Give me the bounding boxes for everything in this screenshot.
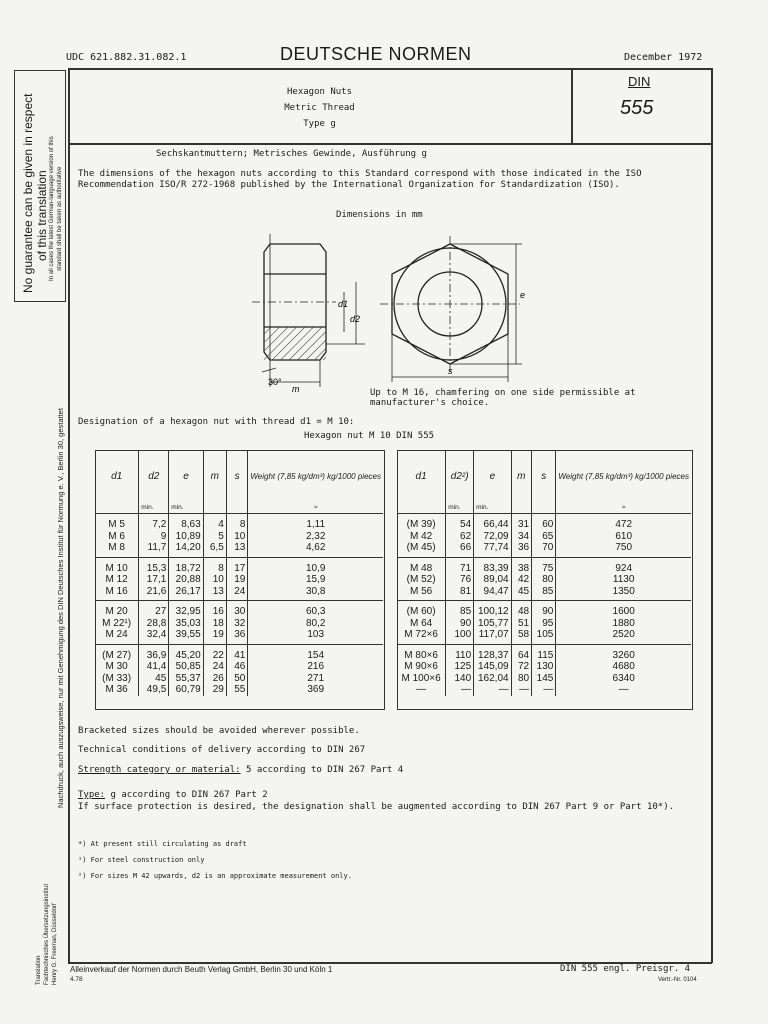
subheader-cell	[203, 501, 226, 514]
table-cell: 30,8	[248, 586, 383, 601]
top-view	[380, 236, 522, 382]
guarantee-small-1: In all cases the latest German-language version of this	[49, 136, 55, 281]
footer-din-price: DIN 555 engl. Preisgr. 4	[560, 964, 691, 974]
table-cell: 2,32	[248, 531, 383, 543]
table-cell: 924	[556, 557, 691, 574]
table-cell: 94,47	[474, 586, 511, 601]
table-row	[397, 557, 691, 574]
table-cell: 50,85	[169, 661, 203, 673]
table-row	[397, 574, 691, 586]
header-cell: d1	[111, 470, 123, 482]
table-cell: —	[532, 684, 556, 696]
table-cell: 72,09	[474, 531, 511, 543]
table-cell: 48	[511, 601, 532, 618]
table-cell: 3260	[556, 644, 691, 661]
table-cell: 32	[226, 618, 248, 630]
header-cell: d2	[139, 451, 169, 501]
strength-value: 5 according to DIN 267 Part 4	[240, 765, 404, 775]
footer-code: 4.78	[70, 976, 83, 983]
table-cell: 32,4	[139, 629, 169, 644]
guarantee-small-2: standard shall be taken as authoritative	[57, 166, 63, 271]
table-row	[397, 618, 691, 630]
din-number: 555	[620, 97, 654, 119]
table-cell: 66,44	[474, 514, 511, 531]
table-cell: 4,62	[248, 542, 383, 557]
table-cell: 85	[446, 601, 474, 618]
table-row	[397, 601, 691, 618]
table-cell: 10	[226, 531, 248, 543]
label-d1: d1	[338, 299, 349, 309]
table-cell: 125	[446, 661, 474, 673]
subheader-cell	[397, 501, 446, 514]
table-cell: M 42	[409, 530, 433, 542]
table-cell: M 8	[95, 542, 139, 557]
table-cell: 24	[203, 661, 226, 673]
table-cell: 130	[532, 661, 556, 673]
table-cell: 49,5	[139, 684, 169, 696]
table-cell: 51	[511, 618, 532, 630]
table-cell: 85	[532, 586, 556, 601]
footnote-2: ²) For sizes M 42 upwards, d2 is an approximate measurement only.	[78, 872, 352, 880]
table-cell: 34	[511, 531, 532, 543]
table-cell: 60,3	[248, 601, 383, 618]
note-surface: If surface protection is desired, the designation shall be augmented according to DIN 267 Part 9 or Part 10*).	[78, 802, 675, 812]
table-cell: 28,8	[139, 618, 169, 630]
table-cell: 20,88	[169, 574, 203, 586]
table-cell: 54	[446, 514, 474, 531]
table-cell: 115	[532, 644, 556, 661]
table-cell: 9	[139, 531, 169, 543]
table-cell: (M 45)	[397, 542, 446, 557]
table-cell: M 12	[105, 574, 128, 586]
table-cell: 6,5	[203, 542, 226, 557]
table-cell: 55	[226, 684, 248, 696]
guarantee-line-1: No guarantee can be given in respect	[21, 93, 35, 293]
hex-nut-drawing	[240, 222, 540, 400]
table-cell: 110	[446, 644, 474, 661]
subheader-cell	[532, 501, 556, 514]
table-cell: 103	[248, 629, 383, 644]
translator-1: Translation	[36, 955, 42, 985]
table-right	[397, 451, 691, 696]
subheader-cell: min.	[446, 501, 474, 514]
subheader-cell	[511, 501, 532, 514]
table-cell: M 56	[397, 586, 446, 601]
table-cell: 62	[446, 531, 474, 543]
table-cell: 8,63	[169, 514, 203, 531]
table-cell: (M 27)	[102, 649, 132, 661]
header-cell: Weight (7,85 kg/dm³) kg/1000 pieces	[248, 451, 383, 501]
table-cell: M 20	[105, 606, 128, 618]
table-cell: 80,2	[248, 618, 383, 630]
table-cell: 72	[511, 661, 532, 673]
table-cell: —	[446, 684, 474, 696]
table-cell: 21,6	[139, 586, 169, 601]
header-cell: s	[226, 451, 248, 501]
udc-number: UDC 621.882.31.082.1	[66, 52, 187, 63]
table-cell: 105	[532, 629, 556, 644]
table-cell: 90	[446, 618, 474, 630]
table-cell: (M 52)	[406, 574, 436, 586]
page-title: DEUTSCHE NORMEN	[280, 44, 472, 64]
table-cell: M 30	[105, 661, 128, 673]
table-cell: 4680	[556, 661, 691, 673]
table-row	[95, 557, 383, 574]
table-cell: 4	[203, 514, 226, 531]
label-m: m	[292, 384, 300, 394]
intro-paragraph: The dimensions of the hexagon nuts according to this Standard correspond with those indicated in the ISO Recommendation ISO/R 272-1968 published by the International Organization for Standardization (ISO).	[78, 169, 642, 190]
table-cell: 22	[203, 644, 226, 661]
header-cell: s	[532, 451, 556, 501]
table-cell: 10	[203, 574, 226, 586]
table-cell: 1600	[556, 601, 691, 618]
table-cell: 472	[556, 514, 691, 531]
table-cell: 10,89	[169, 531, 203, 543]
table-cell: 32,95	[169, 601, 203, 618]
header-cell: e	[169, 451, 203, 501]
type-value: g according to DIN 267 Part 2	[105, 790, 268, 800]
table-cell: 18	[203, 618, 226, 630]
table-cell: 64	[511, 644, 532, 661]
label-d2: d2	[350, 314, 361, 324]
table-cell: 81	[446, 586, 474, 601]
title-block	[68, 84, 571, 132]
table-cell: 15,3	[139, 557, 169, 574]
table-cell: 11,7	[139, 542, 169, 557]
table-cell: 36	[511, 542, 532, 557]
table-row	[397, 542, 691, 557]
table-cell: M 64	[409, 617, 433, 629]
title-line-1: Hexagon Nuts	[286, 87, 353, 97]
table-cell: 13	[226, 542, 248, 557]
table-cell: 95	[532, 618, 556, 630]
title-line-3: Type g	[303, 119, 336, 129]
table-cell: 29	[203, 684, 226, 696]
table-cell: 15,9	[248, 574, 383, 586]
table-cell: 16	[203, 601, 226, 618]
reprint-notice: Nachdruck, auch auszugsweise, nur mit Genehmigung des DIN Deutsches Institut für Normung e. V., Berlin 30, gestattet	[56, 408, 65, 808]
designation-line-1: Designation of a hexagon nut with thread d1 = M 10:	[78, 417, 355, 427]
table-cell: 41	[226, 644, 248, 661]
strength-label: Strength category or material:	[78, 765, 241, 775]
table-cell: 36	[226, 629, 248, 644]
german-subtitle: Sechskantmuttern; Metrisches Gewinde, Ausführung g	[156, 149, 427, 159]
table-cell: 369	[248, 684, 383, 696]
table-cell: M 90×6	[404, 661, 438, 673]
subheader-cell: ≈	[556, 501, 691, 514]
subheader-cell: ≈	[248, 501, 383, 514]
table-cell: 41,4	[139, 661, 169, 673]
side-view	[252, 234, 365, 387]
table-cell: 17,1	[139, 574, 169, 586]
footnote-draft: *) At present still circulating as draft	[78, 840, 247, 848]
table-cell: 45	[511, 586, 532, 601]
table-cell: 8	[226, 514, 248, 531]
table-cell: —	[474, 684, 511, 696]
table-cell: 45,20	[169, 644, 203, 661]
table-cell: M 100×6	[401, 672, 441, 684]
table-cell: 31	[511, 514, 532, 531]
table-row	[397, 514, 691, 531]
table-cell: 75	[532, 557, 556, 574]
note-technical: Technical conditions of delivery according to DIN 267	[78, 745, 366, 755]
table-row	[95, 661, 383, 673]
table-row	[95, 531, 383, 543]
table-cell: 19	[203, 629, 226, 644]
table-row	[95, 574, 383, 586]
label-e: e	[520, 290, 526, 300]
table-cell: 18,72	[169, 557, 203, 574]
translator-3: Henry G. Freeman, Düsseldorf	[52, 903, 58, 985]
table-cell: M 72×6	[397, 629, 446, 644]
table-cell: 27	[139, 601, 169, 618]
table-cell: 83,39	[474, 557, 511, 574]
note-strength	[78, 765, 403, 776]
table-cell: 14,20	[169, 542, 203, 557]
table-row	[397, 644, 691, 661]
table-cell: 45	[139, 673, 169, 685]
table-cell: 70	[532, 542, 556, 557]
note-type	[78, 790, 268, 801]
footnote-1: ¹) For steel construction only	[78, 856, 205, 864]
table-cell: 271	[248, 673, 383, 685]
table-cell: —	[556, 684, 691, 696]
table-cell: 30	[226, 601, 248, 618]
table-row	[397, 684, 691, 696]
table-cell: 128,37	[474, 644, 511, 661]
table-cell: 19	[226, 574, 248, 586]
chamfer-note-1: Up to M 16, chamfering on one side permissible at	[370, 388, 636, 398]
label-s: s	[448, 366, 453, 376]
table-cell: 1880	[556, 618, 691, 630]
table-cell: 5	[203, 531, 226, 543]
table-cell: 154	[248, 644, 383, 661]
table-cell: 50	[226, 673, 248, 685]
subheader-cell	[95, 501, 139, 514]
table-cell: 65	[532, 531, 556, 543]
table-cell: M 48	[409, 562, 433, 574]
table-left	[95, 451, 383, 696]
table-cell: 1,11	[248, 514, 383, 531]
footer-sales: Alleinverkauf der Normen durch Beuth Verlag GmbH, Berlin 30 und Köln 1	[70, 965, 333, 974]
label-angle: 30°	[268, 377, 282, 387]
table-cell: 76	[446, 574, 474, 586]
table-cell: (M 33)	[102, 672, 132, 684]
table-cell: 38	[511, 557, 532, 574]
type-label: Type:	[78, 790, 106, 800]
table-cell: 55,37	[169, 673, 203, 685]
table-row	[95, 586, 383, 601]
table-cell: M 80×6	[404, 649, 438, 661]
subheader-cell: min.	[474, 501, 511, 514]
table-row	[397, 673, 691, 685]
table-cell: M 16	[95, 586, 139, 601]
table-row	[397, 629, 691, 644]
table-cell: 66	[446, 542, 474, 557]
table-row	[397, 531, 691, 543]
table-cell: 80	[532, 574, 556, 586]
table-row	[95, 684, 383, 696]
issue-date: December 1972	[624, 52, 703, 63]
table-cell: 100,12	[474, 601, 511, 618]
table-cell: 140	[446, 673, 474, 685]
table-cell: 26,17	[169, 586, 203, 601]
table-cell: (M 60)	[406, 606, 436, 618]
table-cell: M 22¹)	[102, 617, 132, 629]
table-cell: 610	[556, 531, 691, 543]
table-cell: 216	[248, 661, 383, 673]
table-cell: 90	[532, 601, 556, 618]
table-cell: 162,04	[474, 673, 511, 685]
table-cell: 13	[203, 586, 226, 601]
translator-2: Fachtechnisches Übersetzungsinstitut	[44, 883, 50, 985]
table-cell: M 36	[105, 684, 128, 696]
table-cell: 10,9	[248, 557, 383, 574]
table-cell: —	[511, 684, 532, 696]
header-cell: m	[203, 451, 226, 501]
table-row	[397, 586, 691, 601]
table-cell: 1350	[556, 586, 691, 601]
table-cell: 1130	[556, 574, 691, 586]
table-cell: 71	[446, 557, 474, 574]
designation-example: Hexagon nut M 10 DIN 555	[304, 431, 435, 441]
table-cell: 36,9	[139, 644, 169, 661]
table-cell: 145,09	[474, 661, 511, 673]
table-cell: —	[416, 684, 427, 696]
table-cell: 2520	[556, 629, 691, 644]
subheader-cell: min.	[139, 501, 169, 514]
header-cell: d1	[415, 470, 427, 482]
table-cell: M 24	[95, 629, 139, 644]
table-row	[95, 618, 383, 630]
table-cell: 145	[532, 673, 556, 685]
table-cell: 7,2	[139, 514, 169, 531]
table-cell: 60	[532, 514, 556, 531]
table-cell: 100	[446, 629, 474, 644]
title-line-2: Metric Thread	[284, 103, 355, 113]
table-cell: 17	[226, 557, 248, 574]
chamfer-note-2: manufacturer's choice.	[370, 398, 490, 408]
header-cell: d2²)	[446, 451, 474, 501]
table-row	[397, 661, 691, 673]
table-row	[95, 514, 383, 531]
subheader-cell: min.	[169, 501, 203, 514]
note-bracketed: Bracketed sizes should be avoided wherever possible.	[78, 726, 360, 736]
table-cell: 117,07	[474, 629, 511, 644]
table-cell: 26	[203, 673, 226, 685]
table-cell: 8	[203, 557, 226, 574]
table-cell: 46	[226, 661, 248, 673]
table-cell: 6340	[556, 673, 691, 685]
guarantee-box	[14, 70, 66, 302]
table-row	[95, 644, 383, 661]
table-cell: M 6	[108, 530, 125, 542]
table-row	[95, 542, 383, 557]
table-cell: 750	[556, 542, 691, 557]
din-label: DIN	[628, 74, 651, 89]
footer-vertr: Vertr.-Nr. 0104	[658, 977, 697, 983]
table-cell: (M 39)	[406, 519, 436, 531]
header-cell: e	[474, 451, 511, 501]
table-cell: 60,79	[169, 684, 203, 696]
guarantee-line-2: of this translation	[35, 170, 49, 261]
header-cell: Weight (7,85 kg/dm³) kg/1000 pieces	[556, 451, 691, 501]
table-row	[95, 673, 383, 685]
table-cell: 58	[511, 629, 532, 644]
table-cell: 80	[511, 673, 532, 685]
drawing-caption: Dimensions in mm	[336, 210, 423, 220]
table-row	[95, 629, 383, 644]
table-cell: 105,77	[474, 618, 511, 630]
table-cell: 89,04	[474, 574, 511, 586]
table-cell: M 5	[108, 519, 125, 531]
table-cell: M 10	[105, 562, 128, 574]
table-cell: 24	[226, 586, 248, 601]
table-row	[95, 601, 383, 618]
table-cell: 77,74	[474, 542, 511, 557]
table-cell: 39,55	[169, 629, 203, 644]
header-cell: m	[511, 451, 532, 501]
table-cell: 42	[511, 574, 532, 586]
table-cell: 35,03	[169, 618, 203, 630]
subheader-cell	[226, 501, 248, 514]
